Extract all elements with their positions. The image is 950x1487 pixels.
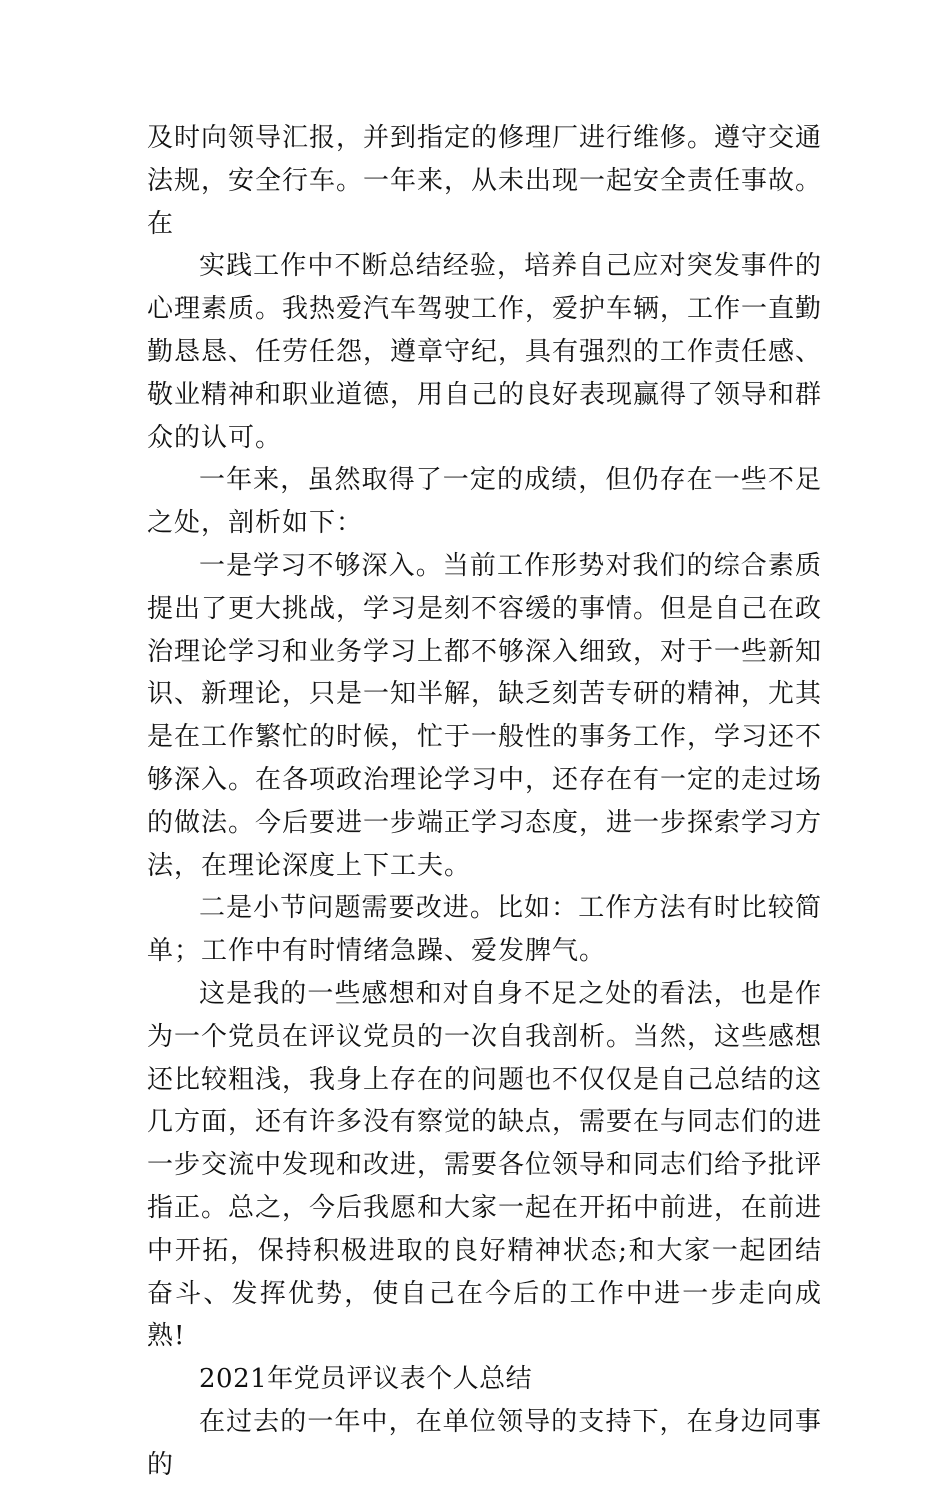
paragraph-continuation: 及时向领导汇报，并到指定的修理厂进行维修。遵守交通法规，安全行车。一年来，从未出现一起安全责任事故。在 xyxy=(147,123,823,239)
document-body xyxy=(147,117,822,1487)
paragraph-details: 二是小节问题需要改进。比如：工作方法有时比较简单；工作中有时情绪急躁、爱发脾气。 xyxy=(147,893,822,967)
paragraph-shortcomings-intro: 一年来，虽然取得了一定的成绩，但仍存在一些不足之处，剖析如下： xyxy=(147,465,822,539)
paragraph-study: 一是学习不够深入。当前工作形势对我们的综合素质提出了更大挑战，学习是刻不容缓的事情。但是自己在政治理论学习和业务学习上都不够深入细致，对于一些新知识、新理论，只是一知半解，缺乏刻苦专研的精神，尤其是在工作繁忙的时候，忙于一般性的事务工作，学习还不够深入。在各项政治理论学习中，还存在有一定的走过场的做法。今后要进一步端正学习态度，进一步探索学习方法，在理论深度上下工夫。 xyxy=(147,550,823,881)
paragraph-practice: 实践工作中不断总结经验，培养自己应对突发事件的心理素质。我热爱汽车驾驶工作，爱护车辆，工作一直勤勤恳恳、任劳任怨，遵章守纪，具有强烈的工作责任感、敬业精神和职业道德，用自己的良好表现赢得了领导和群众的认可。 xyxy=(147,251,823,453)
section-title: 2021年党员评议表个人总结 xyxy=(199,1364,533,1395)
paragraph-conclusion: 这是我的一些感想和对自身不足之处的看法，也是作为一个党员在评议党员的一次自我剖析。当然，这些感想还比较粗浅，我身上存在的问题也不仅仅是自己总结的这几方面，还有许多没有察觉的缺点，需要在与同志们的进一步交流中发现和改进，需要各位领导和同志们给予批评指正。总之，今后我愿和大家一起在开拓中前进，在前进中开拓，保持积极进取的良好精神状态;和大家一起团结奋斗、发挥优势，使自己在今后的工作中进一步走向成熟! xyxy=(147,978,823,1352)
paragraph-new-section: 在过去的一年中，在单位领导的支持下，在身边同事的 xyxy=(147,1406,822,1480)
